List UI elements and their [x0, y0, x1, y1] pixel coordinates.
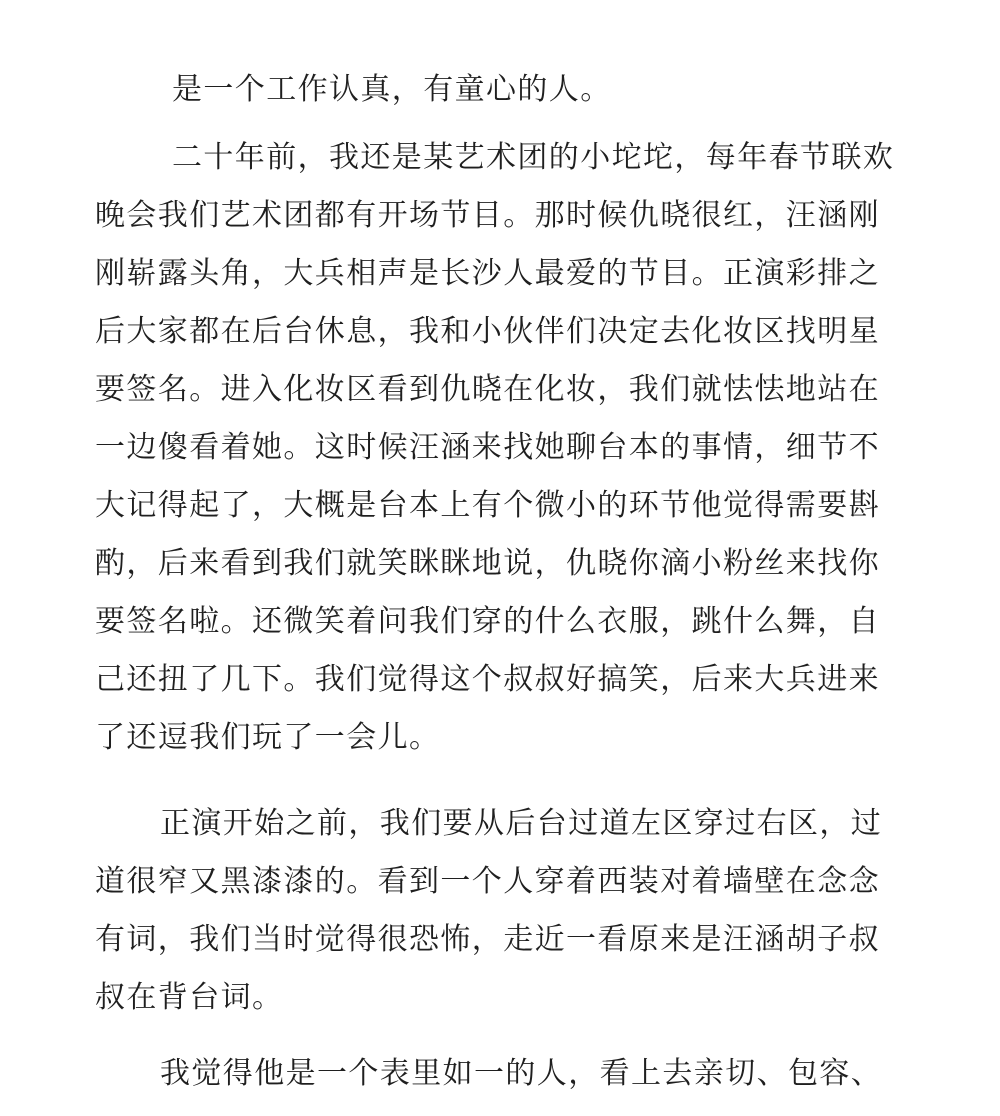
paragraph-1-line-1: 是一个工作认真，有童心的人。 — [172, 72, 612, 107]
paragraph-4-line-1: 我觉得他是一个表里如一的人，看上去亲切、包容、 — [160, 1056, 883, 1091]
paragraph-2-line-11: 了还逗我们玩了一会儿。 — [95, 720, 441, 755]
paragraph-2-line-9: 要签名啦。还微笑着问我们穿的什么衣服，跳什么舞，自 — [95, 604, 880, 639]
paragraph-3-line-2: 道很窄又黑漆漆的。看到一个人穿着西装对着墙壁在念念 — [95, 864, 880, 899]
paragraph-2-line-1: 二十年前，我还是某艺术团的小坨坨，每年春节联欢 — [172, 140, 895, 175]
paragraph-2-line-3: 刚崭露头角，大兵相声是长沙人最爱的节目。正演彩排之 — [95, 256, 880, 291]
paragraph-2-line-8: 酌，后来看到我们就笑眯眯地说，仇晓你滴小粉丝来找你 — [95, 546, 880, 581]
paragraph-3-line-4: 叔在背台词。 — [95, 980, 284, 1015]
paragraph-2-line-7: 大记得起了，大概是台本上有个微小的环节他觉得需要斟 — [95, 488, 880, 523]
paragraph-3-line-3: 有词，我们当时觉得很恐怖，走近一看原来是汪涵胡子叔 — [95, 922, 880, 957]
paragraph-2-line-10: 己还扭了几下。我们觉得这个叔叔好搞笑，后来大兵进来 — [95, 662, 880, 697]
paragraph-2-line-4: 后大家都在后台休息，我和小伙伴们决定去化妆区找明星 — [95, 314, 880, 349]
paragraph-3-line-1: 正演开始之前，我们要从后台过道左区穿过右区，过 — [160, 806, 883, 841]
paragraph-2-line-6: 一边傻看着她。这时候汪涵来找她聊台本的事情，细节不 — [95, 430, 880, 465]
paragraph-2-line-2: 晚会我们艺术团都有开场节目。那时候仇晓很红，汪涵刚 — [95, 198, 880, 233]
paragraph-2-line-5: 要签名。进入化妆区看到仇晓在化妆，我们就怯怯地站在 — [95, 372, 880, 407]
